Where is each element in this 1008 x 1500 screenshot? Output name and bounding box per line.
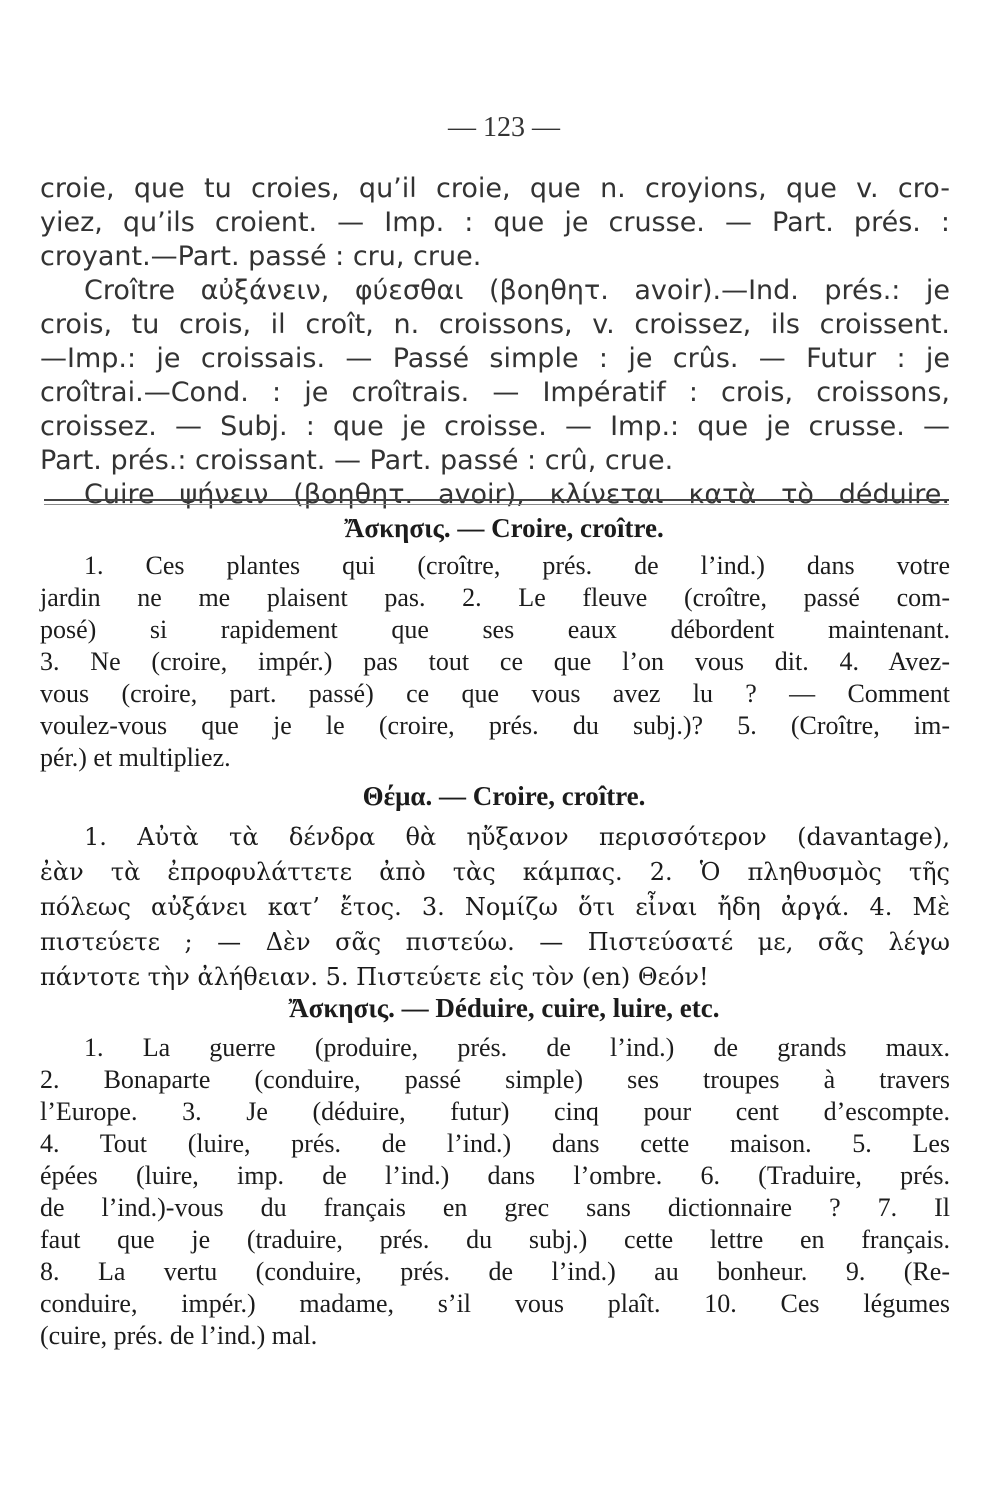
text-line: faut que je (traduire, prés. du subj.) cette lettre en français. xyxy=(40,1225,950,1254)
text-line: 1. Αὐτὰ τὰ δένδρα θὰ ηὔξανον περισσότερον (davantage), xyxy=(84,823,950,851)
exercise-block xyxy=(40,550,950,774)
divider xyxy=(44,499,949,501)
text-line: croîtrai.—Cond. : je croîtrais. — Impératif : crois, croissons, xyxy=(40,377,950,408)
text-line: (cuire, prés. de l’ind.) mal. xyxy=(40,1321,318,1350)
text-line: 2. Bonaparte (conduire, passé simple) ses troupes à travers xyxy=(40,1065,950,1094)
page-number: — 123 — xyxy=(448,112,560,143)
text-line: —Imp.: je croissais. — Passé simple : je crûs. — Futur : je xyxy=(40,343,950,374)
text-line: voulez-vous que je le (croire, prés. du subj.)? 5. (Croître, im- xyxy=(40,711,950,740)
text-line: crois, tu crois, il croît, n. croissons, v. croissez, ils croissent. xyxy=(40,309,950,340)
text-line: de l’ind.)-vous du français en grec sans dictionnaire ? 7. Il xyxy=(40,1193,950,1222)
section-heading: Θέμα. — Croire, croître. xyxy=(362,781,646,811)
text-line: croie, que tu croies, qu’il croie, que n. croyions, que v. cro- xyxy=(40,173,950,204)
text-line: Cuire ψήνειν (βοηθητ. avoir), κλίνεται κατὰ τὸ déduire. xyxy=(84,479,950,510)
text-line: conduire, impér.) madame, s’il vous plaît. 10. Ces légumes xyxy=(40,1289,950,1318)
text-line: yiez, qu’ils croient. — Imp. : que je crusse. — Part. prés. : xyxy=(40,207,950,238)
text-line: épées (luire, imp. de l’ind.) dans l’ombre. 6. (Traduire, prés. xyxy=(40,1161,950,1190)
exercise-block xyxy=(40,1032,950,1352)
text-line: croyant.—Part. passé : cru, crue. xyxy=(40,241,482,272)
text-line: Croître αὐξάνειν, φύεσθαι (βοηθητ. avoir).—Ind. prés.: je xyxy=(84,275,950,306)
text-line: 1. La guerre (produire, prés. de l’ind.) de grands maux. xyxy=(84,1033,950,1062)
text-line: 1. Ces plantes qui (croître, prés. de l’ind.) dans votre xyxy=(84,551,950,580)
section-heading: Ἄσκησις. — Croire, croître. xyxy=(344,513,664,543)
text-line: 3. Ne (croire, impér.) pas tout ce que l’on vous dit. 4. Avez- xyxy=(40,647,950,676)
section-heading: Ἄσκησις. — Déduire, cuire, luire, etc. xyxy=(288,993,720,1023)
divider xyxy=(44,504,949,505)
text-line: 4. Tout (luire, prés. de l’ind.) dans cette maison. 5. Les xyxy=(40,1129,950,1158)
text-line: πάντοτε τὴν ἀλήθειαν. 5. Πιστεύετε εἰς τὸν (en) Θεόν! xyxy=(40,963,709,991)
text-line: l’Europe. 3. Je (déduire, futur) cinq pour cent d’escompte. xyxy=(40,1097,950,1126)
greek-theme-block xyxy=(40,820,950,995)
text-line: Part. prés.: croissant. — Part. passé : crû, crue. xyxy=(40,445,674,476)
conjugation-block xyxy=(40,172,950,512)
text-line: 8. La vertu (conduire, prés. de l’ind.) au bonheur. 9. (Re- xyxy=(40,1257,950,1286)
text-line: pér.) et multipliez. xyxy=(40,743,231,772)
text-line: πόλεως αὐξάνει κατ’ ἔτος. 3. Νομίζω ὅτι εἶναι ἤδη ἀργά. 4. Μὲ xyxy=(40,893,950,921)
text-line: posé) si rapidement que ses eaux débordent maintenant. xyxy=(40,615,950,644)
text-line: jardin ne me plaisent pas. 2. Le fleuve (croître, passé com- xyxy=(40,583,950,612)
text-line: πιστεύετε ; — Δὲν σᾶς πιστεύω. — Πιστεύσατέ με, σᾶς λέγω xyxy=(40,928,950,956)
text-line: ἐὰν τὰ ἐπροφυλάττετε ἀπὸ τὰς κάμπας. 2. Ὁ πληθυσμὸς τῆς xyxy=(40,858,950,886)
text-line: vous (croire, part. passé) ce que vous avez lu ? — Comment xyxy=(40,679,950,708)
text-line: croissez. — Subj. : que je croisse. — Imp.: que je crusse. — xyxy=(40,411,950,442)
